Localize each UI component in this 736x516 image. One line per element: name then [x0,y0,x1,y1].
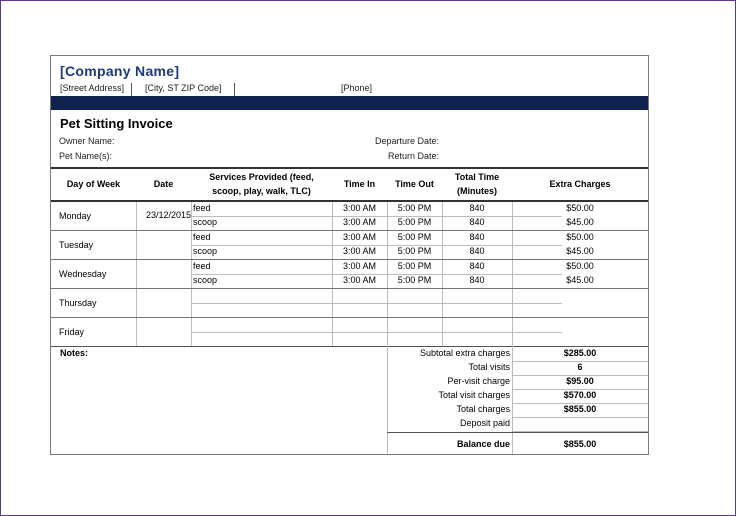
divider [131,83,132,96]
total-minutes: 840 [469,275,485,285]
col-header-time-in: Time In [343,179,376,189]
day-of-week: Thursday [59,298,97,308]
col-header-services-1: Services Provided (feed, [209,172,314,182]
extra-charge: $50.00 [566,261,594,271]
time-in: 3:00 AM [342,246,377,256]
return-date-label: Return Date: [387,151,439,161]
col-header-total-1: Total Time [454,172,500,182]
pet-names-label: Pet Name(s): [59,151,113,161]
summary-label: Deposit paid [459,418,510,428]
time-out: 5:00 PM [397,246,432,256]
phone: [Phone] [341,83,373,93]
total-minutes: 840 [469,261,485,271]
summary-value: $95.00 [566,376,594,386]
block-divider [51,230,648,231]
service-provided: scoop [193,275,218,285]
summary-row-divider [512,417,648,418]
time-in: 3:00 AM [342,275,377,285]
service-provided: feed [193,232,211,242]
company-name: [Company Name] [60,63,180,79]
summary-label: Total visits [468,362,510,372]
summary-value: $855.00 [563,404,597,414]
departure-date-label: Departure Date: [374,136,439,146]
total-minutes: 840 [469,217,485,227]
summary-value: $285.00 [563,348,597,358]
col-header-day: Day of Week [66,179,121,189]
header-band [51,96,648,110]
day-of-week: Tuesday [59,240,94,250]
col-header-time-out: Time Out [395,179,434,189]
time-in: 3:00 AM [342,261,377,271]
summary-label: Per-visit charge [447,376,510,386]
time-out: 5:00 PM [397,232,432,242]
service-provided: feed [193,203,211,213]
day-of-week: Wednesday [59,269,107,279]
balance-rule [387,432,648,433]
block-divider [51,288,648,289]
time-in: 3:00 AM [342,217,377,227]
table-bottom-rule [51,346,648,347]
time-out: 5:00 PM [397,261,432,271]
notes-label: Notes: [60,348,89,358]
col-header-total-2: (Minutes) [457,186,497,196]
row-divider [191,332,562,333]
summary-label: Balance due [456,439,510,449]
summary-label: Subtotal extra charges [419,348,510,358]
total-minutes: 840 [469,203,485,213]
summary-value: 6 [577,362,583,372]
day-of-week: Monday [59,211,92,221]
col-header-date: Date [153,179,174,189]
summary-value: $570.00 [563,390,597,400]
extra-charge: $45.00 [566,217,594,227]
service-provided: feed [193,261,211,271]
divider [234,83,235,96]
time-out: 5:00 PM [397,217,432,227]
summary-value: $855.00 [563,439,597,449]
extra-charge: $50.00 [566,203,594,213]
summary-label: Total visit charges [438,390,510,400]
col-header-services-2: scoop, play, walk, TLC) [212,186,311,196]
extra-charge: $45.00 [566,275,594,285]
col-header-extra-charges: Extra Charges [549,179,611,189]
total-minutes: 840 [469,246,485,256]
time-in: 3:00 AM [342,232,377,242]
visit-date: 23/12/2015 [145,210,191,220]
invoice-title: Pet Sitting Invoice [60,116,173,131]
service-provided: scoop [193,217,218,227]
row-divider [191,303,562,304]
total-minutes: 840 [469,232,485,242]
extra-charge: $50.00 [566,232,594,242]
service-provided: scoop [193,246,218,256]
day-of-week: Friday [59,327,85,337]
city-state-zip: [City, ST ZIP Code] [145,83,222,93]
column-divider [136,202,137,347]
table-header-rule [51,200,648,202]
owner-name-label: Owner Name: [59,136,115,146]
extra-charge: $45.00 [566,246,594,256]
summary-label: Total charges [456,404,510,414]
invoice-sheet [50,55,649,455]
table-top-rule [51,167,648,169]
block-divider [51,259,648,260]
block-divider [51,317,648,318]
street-address: [Street Address] [60,83,125,93]
time-in: 3:00 AM [342,203,377,213]
time-out: 5:00 PM [397,203,432,213]
time-out: 5:00 PM [397,275,432,285]
